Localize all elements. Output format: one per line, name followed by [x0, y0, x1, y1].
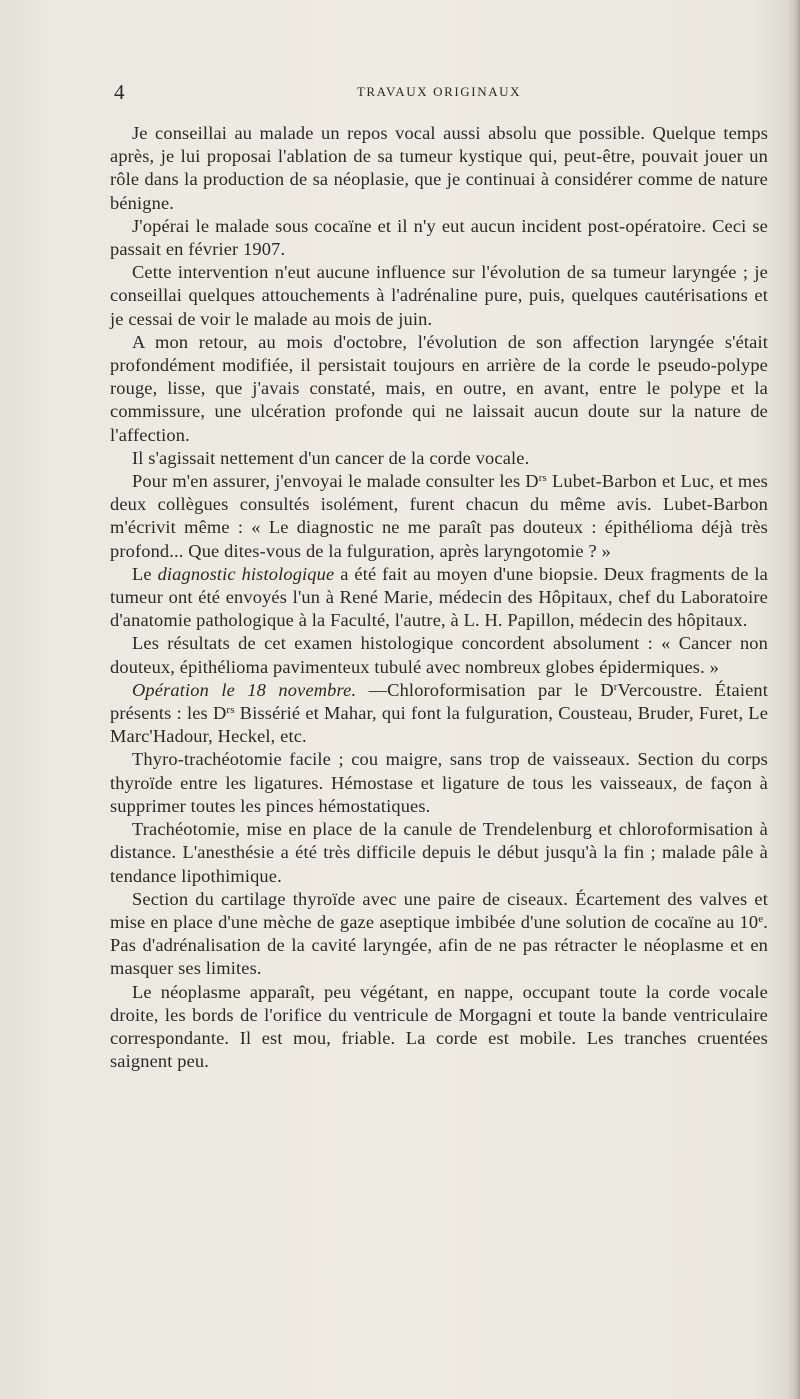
text-run: Lubet-Barbon et Luc, et mes deux collègues consultés isolément, furent chacun du même avis. Lubet-Barbon m'écrivit même : « Le diagnostic ne me paraît pas douteux : épithélioma déjà très profond... Que dites-vous de la fulguration, après laryngotomie ? »: [110, 471, 768, 561]
text-run: Section du cartilage thyroïde avec une paire de ciseaux. Écartement des valves et mise en place d'une mèche de gaze aseptique imbibée d'une solution de cocaïne au 10: [110, 888, 768, 932]
italic-run: Opération le 18 novembre.: [132, 679, 357, 700]
italic-run: diagnostic histologique: [157, 563, 335, 584]
text-run: —Chloroformisation par le D: [356, 679, 614, 700]
text-run: Pour m'en assurer, j'envoyai le malade consulter les D: [132, 471, 539, 492]
page-number: 4: [114, 80, 125, 104]
paragraph: Trachéotomie, mise en place de la canule de Trendelenburg et chloroformisation à distance. L'anesthésie a été très difficile depuis le début jusqu'à la fin ; malade pâle à tendance lipothimique.: [110, 819, 768, 886]
paragraph: A mon retour, au mois d'octobre, l'évolution de son affection laryngée s'était profondément modifiée, il persistait toujours en arrière de la corde le pseudo-polype rouge, lisse, que j'avais constaté, mais, en outre, en avant, entre le polype et la commissure, une ulcération profonde qui ne laissait aucun doute sur la nature de l'affection.: [110, 331, 768, 445]
paragraph: Thyro-trachéotomie facile ; cou maigre, sans trop de vaisseaux. Section du corps thyroïde entre les ligatures. Hémostase et ligature de tous les vaisseaux, de façon à supprimer toutes les pinces hémostatiques.: [110, 749, 768, 816]
superscript: e: [758, 912, 764, 925]
text-run: Bissérié et Mahar, qui font la fulguration, Cousteau, Bruder, Furet, Le Marc'Hadour, Heckel, etc.: [110, 703, 769, 747]
superscript: r: [613, 680, 618, 693]
paragraph: Cette intervention n'eut aucune influence sur l'évolution de sa tumeur laryngée ; je conseillai quelques attouchements à l'adrénaline pure, puis, quelques cautérisations et je cessai de voir le malade au mois de juin.: [110, 262, 768, 329]
paragraph: [110, 563, 768, 633]
text-run: Le: [132, 563, 158, 584]
page-header: [110, 78, 768, 106]
paragraph: Les résultats de cet examen histologique concordent absolument : « Cancer non douteux, épithélioma pavimenteux tubulé avec nombreux globes épidermiques. »: [110, 633, 768, 677]
paragraph: [110, 888, 768, 981]
paragraph: [110, 470, 768, 563]
text-run: Vercoustre. Étaient présents : les D: [110, 679, 769, 724]
text-run: a été fait au moyen d'une biopsie. Deux fragments de la tumeur ont été envoyés l'un à René Marie, médecin des Hôpitaux, chef du Laboratoire d'anatomie pathologique à la Faculté, l'autre, à L. H. Papillon, médecin des hôpitaux.: [110, 563, 768, 631]
superscript: rs: [538, 472, 547, 485]
paragraph: Le néoplasme apparaît, peu végétant, en nappe, occupant toute la corde vocale droite, les bords de l'orifice du ventricule de Morgagni et toute la bande ventriculaire correspondante. Il est mou, friable. La corde est mobile. Les tranches cruentées saignent peu.: [110, 981, 768, 1072]
running-title: TRAVAUX ORIGINAUX: [356, 84, 522, 99]
superscript: rs: [226, 704, 235, 717]
paragraph: [110, 679, 768, 749]
paragraph: Il s'agissait nettement d'un cancer de la corde vocale.: [132, 447, 530, 468]
text-run: . Pas d'adrénalisation de la cavité laryngée, afin de ne pas rétracter le néoplasme et en masquer ses limites.: [110, 911, 768, 979]
paragraph: J'opérai le malade sous cocaïne et il n'y eut aucun incident post-opératoire. Ceci se passait en février 1907.: [110, 215, 768, 260]
body-text: [110, 122, 768, 1073]
paragraph: Je conseillai au malade un repos vocal aussi absolu que possible. Quelque temps après, je lui proposai l'ablation de sa tumeur kystique qui, peut-être, pouvait jouer un rôle dans la production de sa néoplasie, que je continuai à considérer comme de nature bénigne.: [110, 123, 768, 213]
page-edge-shadow: [786, 0, 800, 1399]
